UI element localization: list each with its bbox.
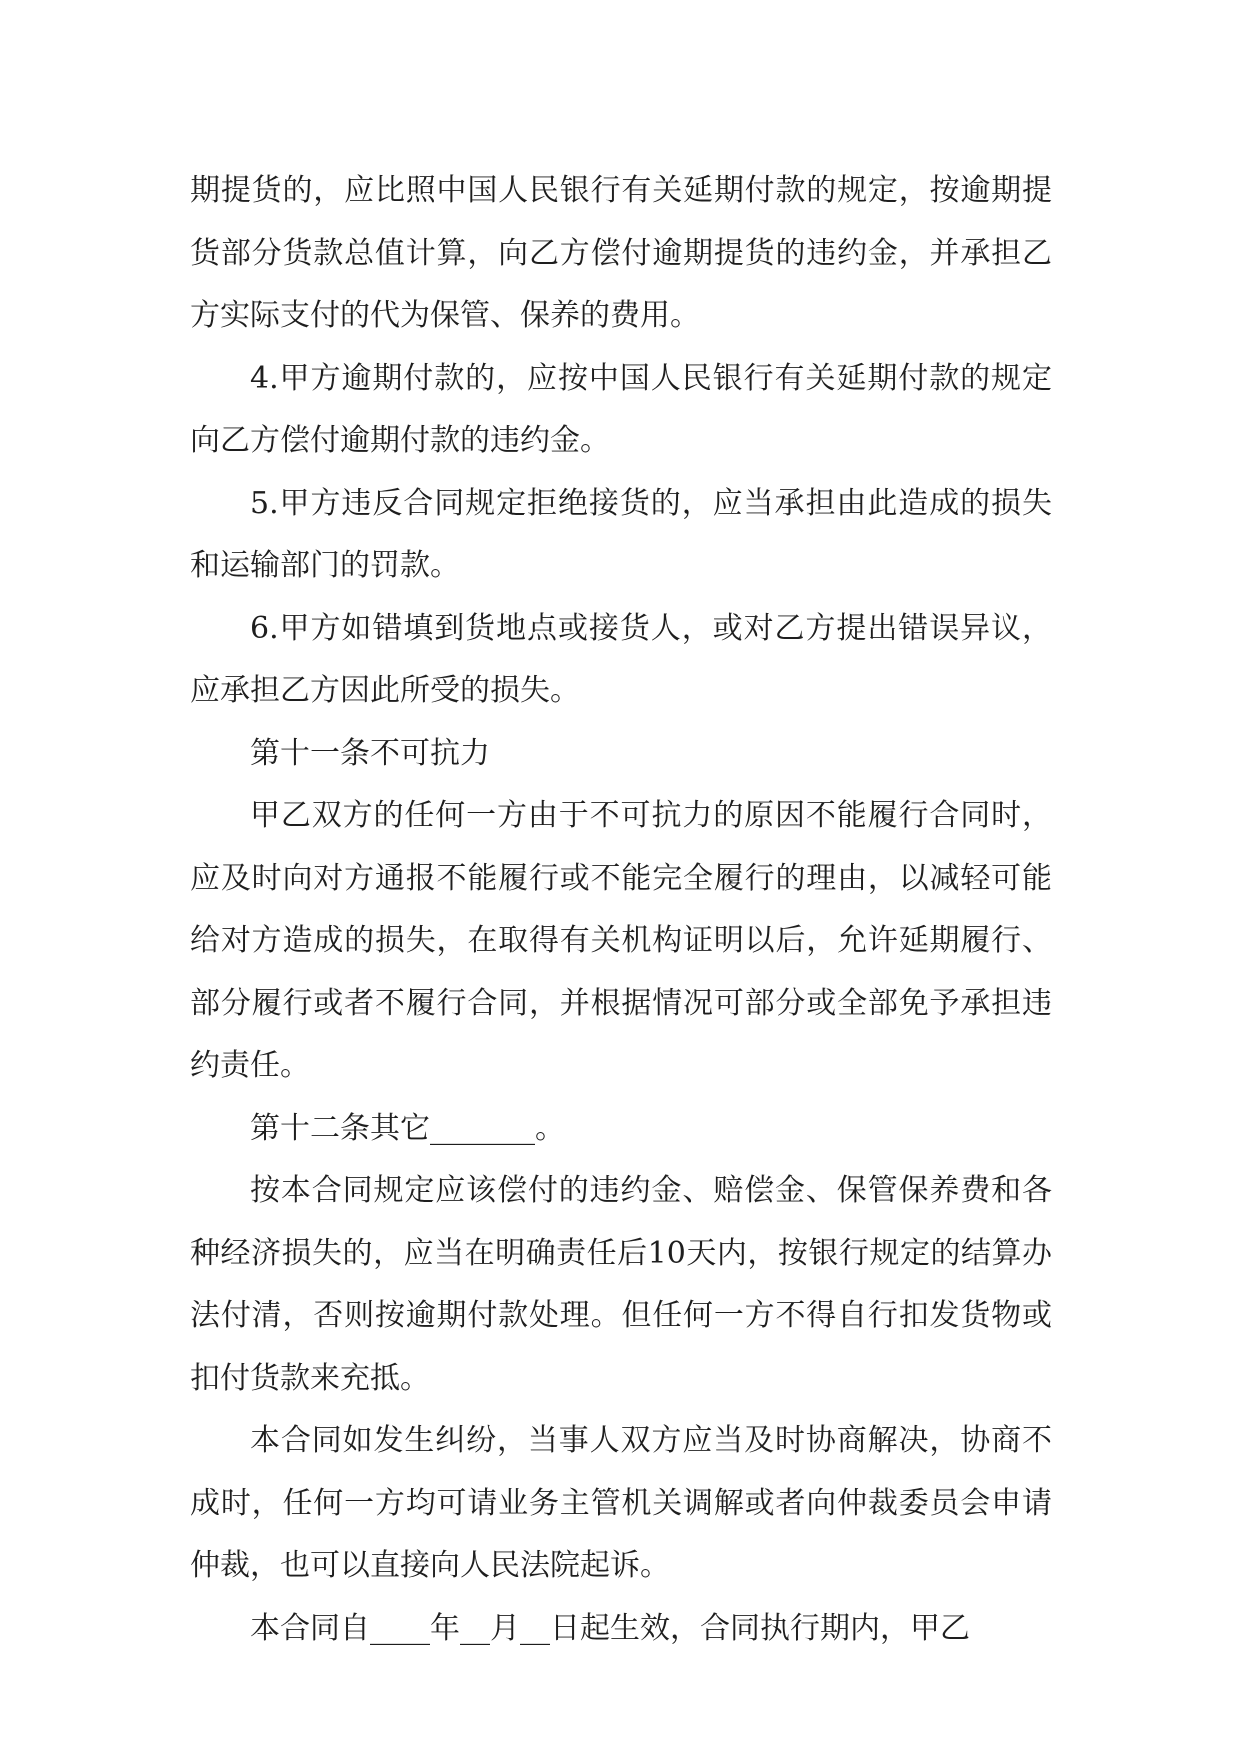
paragraph-clause-4-late-payment: 4.甲方逾期付款的，应按中国人民银行有关延期付款的规定向乙方偿付逾期付款的违约金。	[190, 360, 1052, 458]
paragraph-effective-date: 本合同自____年__月__日起生效，合同执行期内，甲乙	[250, 1610, 970, 1646]
paragraph-clause-6-wrong-address: 6.甲方如错填到货地点或接货人，或对乙方提出错误异议，应承担乙方因此所受的损失。	[190, 610, 1052, 708]
paragraph-settlement: 按本合同规定应该偿付的违约金、赔偿金、保管保养费和各种经济损失的，应当在明确责任后10天内，按银行规定的结算办法付清，否则按逾期付款处理。但任何一方不得自行扣发货物或扣付货款来充抵。	[190, 1173, 1052, 1396]
article-11-heading: 第十一条不可抗力	[250, 735, 490, 771]
paragraph-late-pickup-continued: 期提货的，应比照中国人民银行有关延期付款的规定，按逾期提货部分货款总值计算，向乙方偿付逾期提货的违约金，并承担乙方实际支付的代为保管、保养的费用。	[190, 173, 1052, 333]
paragraph-force-majeure: 甲乙双方的任何一方由于不可抗力的原因不能履行合同时，应及时向对方通报不能履行或不能完全履行的理由，以减轻可能给对方造成的损失，在取得有关机构证明以后，允许延期履行、部分履行或者不履行合同，并根据情况可部分或全部免予承担违约责任。	[190, 798, 1052, 1083]
paragraph-dispute-resolution: 本合同如发生纠纷，当事人双方应当及时协商解决，协商不成时，任何一方均可请业务主管机关调解或者向仲裁委员会申请仲裁，也可以直接向人民法院起诉。	[190, 1423, 1052, 1583]
document-body	[190, 160, 1052, 1660]
article-12-heading: 第十二条其它_______。	[250, 1110, 565, 1146]
paragraph-clause-5-refuse-delivery: 5.甲方违反合同规定拒绝接货的，应当承担由此造成的损失和运输部门的罚款。	[190, 485, 1052, 583]
